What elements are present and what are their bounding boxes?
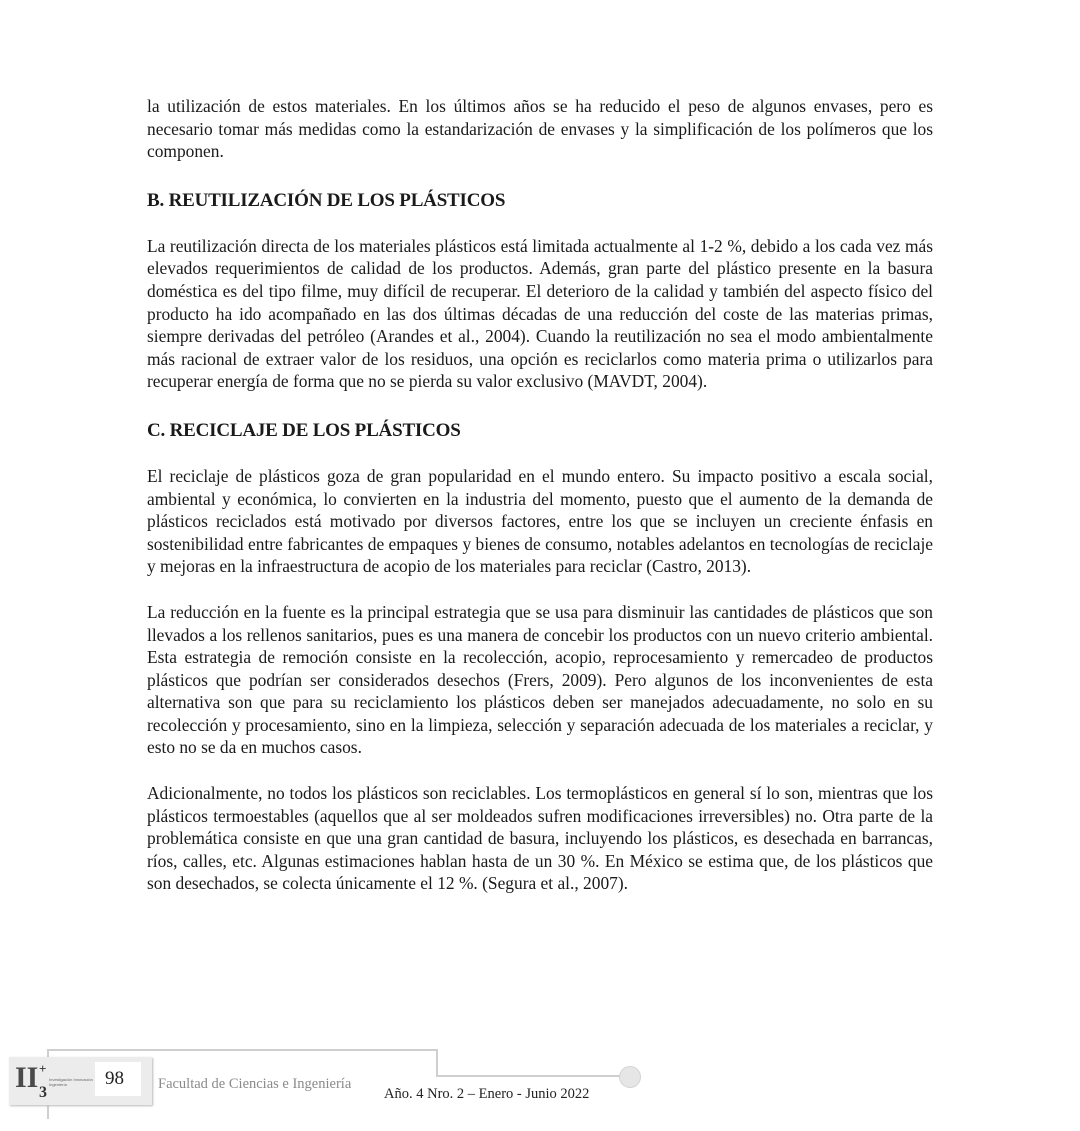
section-heading-b: B. REUTILIZACIÓN DE LOS PLÁSTICOS [147,189,506,211]
paragraph: Adicionalmente, no todos los plásticos son reciclables. Los termoplásticos en general sí lo son, mientras que los plásticos termoestables (aquellos que al ser moldeados sufren modificaciones irreversibles) no. Otra parte de la problemática consiste en que una gran cantidad de basura, incluyendo los plásticos, es desechada en barrancas, ríos, calles, etc. Algunas estimaciones hablan hasta de un 30 %. En México se estima que, de los plásticos que son desechados, se colecta únicamente el 12 %. (Segura et al., 2007). [147,783,933,894]
journal-logo [13,1059,93,1103]
page-footer [0,1040,1080,1131]
footer-rule [47,1049,437,1051]
section-heading-c: C. RECICLAJE DE LOS PLÁSTICOS [147,419,461,441]
issue-info: Año. 4 Nro. 2 – Enero - Junio 2022 [384,1086,590,1102]
page-number-box [95,1062,141,1096]
paragraph: La reducción en la fuente es la principal estrategia que se usa para disminuir las cantidades de plásticos que son llevados a los rellenos sanitarios, pues es una manera de concebir los productos con un nuevo criterio ambiental. Esta estrategia de remoción consiste en la recolección, acopio, reprocesamiento y remercadeo de productos plásticos que podrían ser considerados desechos (Frers, 2009). Pero algunos de los inconvenientes de esta alternativa son que para su reciclamiento los plásticos deben ser manejados adecuadamente, no solo en su recolección y procesamiento, sino en la limpieza, selección y separación adecuada de los materiales a reciclar, y esto no se da en muchos casos. [147,601,933,758]
page-number: 98 [105,1068,124,1089]
paragraph: El reciclaje de plásticos goza de gran popularidad en el mundo entero. Su impacto positivo a escala social, ambiental y económica, lo convierten en la industria del momento, puesto que el aumento de la demanda de plásticos reciclados está motivado por diversos factores, entre los que se incluyen un creciente énfasis en sostenibilidad entre fabricantes de empaques y bienes de consumo, notables adelantos en tecnologías de reciclaje y mejoras en la infraestructura de acopio de los materiales para reciclar (Castro, 2013). [147,465,933,577]
journal-logo-box [9,1057,152,1105]
footer-rule [436,1075,624,1077]
logo-subscript: 3 [39,1084,47,1101]
footer-rule [436,1049,438,1077]
article-body [147,95,933,895]
paragraph: La reutilización directa de los materiales plásticos está limitada actualmente al 1-2 %, debido a los cada vez más elevados requerimientos de calidad de los productos. Además, gran parte del plástico presente en la basura doméstica es del tipo filme, muy difícil de recuperar. El deterioro de la calidad y también del aspecto físico del producto ha ido acompañado en las dos últimas décadas de una reducción del coste de las materias primas, siempre derivadas del petróleo (Arandes et al., 2004). Cuando la reutilización no sea el modo ambientalmente más racional de extraer valor de los residuos, una opción es reciclarlos como materia prima o utilizarlos para recuperar energía de forma que no se pierda su valor exclusivo (MAVDT, 2004). [147,235,933,392]
faculty-name: Facultad de Ciencias e Ingeniería [158,1076,352,1092]
logo-letter: II [15,1061,39,1094]
paragraph: la utilización de estos materiales. En los últimos años se ha reducido el peso de algunos envases, pero es necesario tomar más medidas como la estandarización de envases y la simplificación de los polímeros que los componen. [147,96,933,162]
footer-dot-ornament [619,1066,641,1088]
logo-caption: Investigación Innovación Ingeniería [49,1077,93,1087]
logo-plus: + [39,1061,47,1076]
